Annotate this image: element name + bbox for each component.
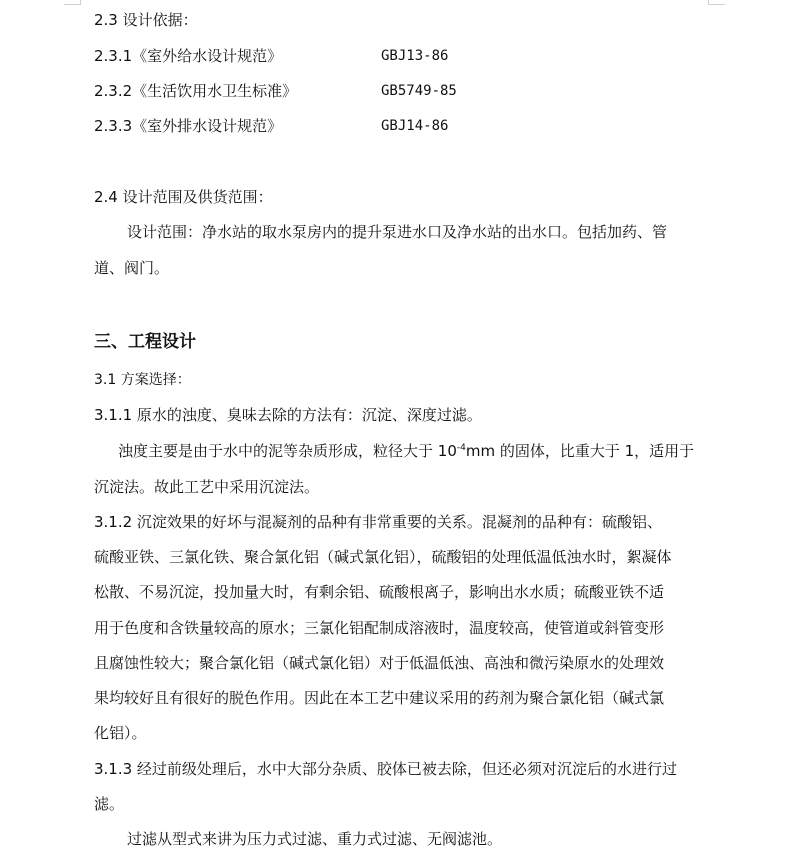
paragraph-3-1-2-line: 且腐蚀性较大；聚合氯化铝（碱式氯化铝）对于低温低浊、高浊和微污染原水的处理效 xyxy=(94,654,665,672)
standard-item-code: GBJ13-86 xyxy=(381,48,449,64)
paragraph-3-1-2-line: 3.1.2 沉淀效果的好坏与混凝剂的品种有非常重要的关系。混凝剂的品种有：硫酸铝、 xyxy=(94,513,662,531)
design-scope-paragraph-line: 道、阀门。 xyxy=(94,259,170,277)
paragraph-3-1-2-line: 松散、不易沉淀，投加量大时，有剩余铝、硫酸根离子，影响出水水质；硫酸亚铁不适 xyxy=(94,583,665,601)
paragraph-3-1-3-line: 滤。 xyxy=(94,795,125,813)
standard-item-code: GB5749-85 xyxy=(381,83,457,99)
page-corner-mark-right xyxy=(708,0,725,5)
paragraph-3-1-1-line: 3.1.1 原水的浊度、臭味去除的方法有：沉淀、深度过滤。 xyxy=(94,406,482,424)
turbidity-text-pre: 浊度主要是由于水中的泥等杂质形成，粒径大于 10 xyxy=(118,442,457,460)
paragraph-3-1-3-line: 3.1.3 经过前级处理后，水中大部分杂质、胶体已被去除，但还必须对沉淀后的水进行过 xyxy=(94,760,677,778)
standard-item-name: 《室外排水设计规范》 xyxy=(132,117,283,135)
standard-item-number: 2.3.2 xyxy=(94,82,133,100)
turbidity-paragraph-line: 沉淀法。故此工艺中采用沉淀法。 xyxy=(94,478,320,496)
exponent: -4 xyxy=(456,443,466,453)
standard-item-number: 2.3.1 xyxy=(94,47,133,65)
standard-item-code: GBJ14-86 xyxy=(381,118,449,134)
paragraph-3-1-2-line: 果均较好且有很好的脱色作用。因此在本工艺中建议采用的药剂为聚合氯化铝（碱式氯 xyxy=(94,689,665,707)
standard-item-name: 《室外给水设计规范》 xyxy=(132,47,283,65)
paragraph-3-1-2-line: 硫酸亚铁、三氯化铁、聚合氯化铝（碱式氯化铝），硫酸铝的处理低温低浊水时，絮凝体 xyxy=(94,548,672,566)
chapter-3-title: 三、工程设计 xyxy=(94,332,196,352)
page-corner-mark-left xyxy=(64,0,81,5)
standard-item-number: 2.3.3 xyxy=(94,117,133,135)
section-2-4-title: 2.4 设计范围及供货范围： xyxy=(94,188,273,206)
section-2-3-title: 2.3 设计依据： xyxy=(94,11,198,29)
filtration-paragraph-line: 过滤从型式来讲为压力式过滤、重力式过滤、无阀滤池。 xyxy=(127,830,503,848)
standard-item-name: 《生活饮用水卫生标准》 xyxy=(132,82,298,100)
paragraph-3-1-2-line: 化铝）。 xyxy=(94,724,147,742)
turbidity-paragraph-line xyxy=(118,441,738,461)
section-3-1-title: 3.1 方案选择： xyxy=(94,372,191,388)
paragraph-3-1-2-line: 用于色度和含铁量较高的原水；三氯化铝配制成溶液时，温度较高，使管道或斜管变形 xyxy=(94,619,665,637)
design-scope-paragraph-line: 设计范围：净水站的取水泵房内的提升泵进水口及净水站的出水口。包括加药、管 xyxy=(127,223,668,241)
turbidity-text-post: mm 的固体，比重大于 1，适用于 xyxy=(465,442,695,460)
